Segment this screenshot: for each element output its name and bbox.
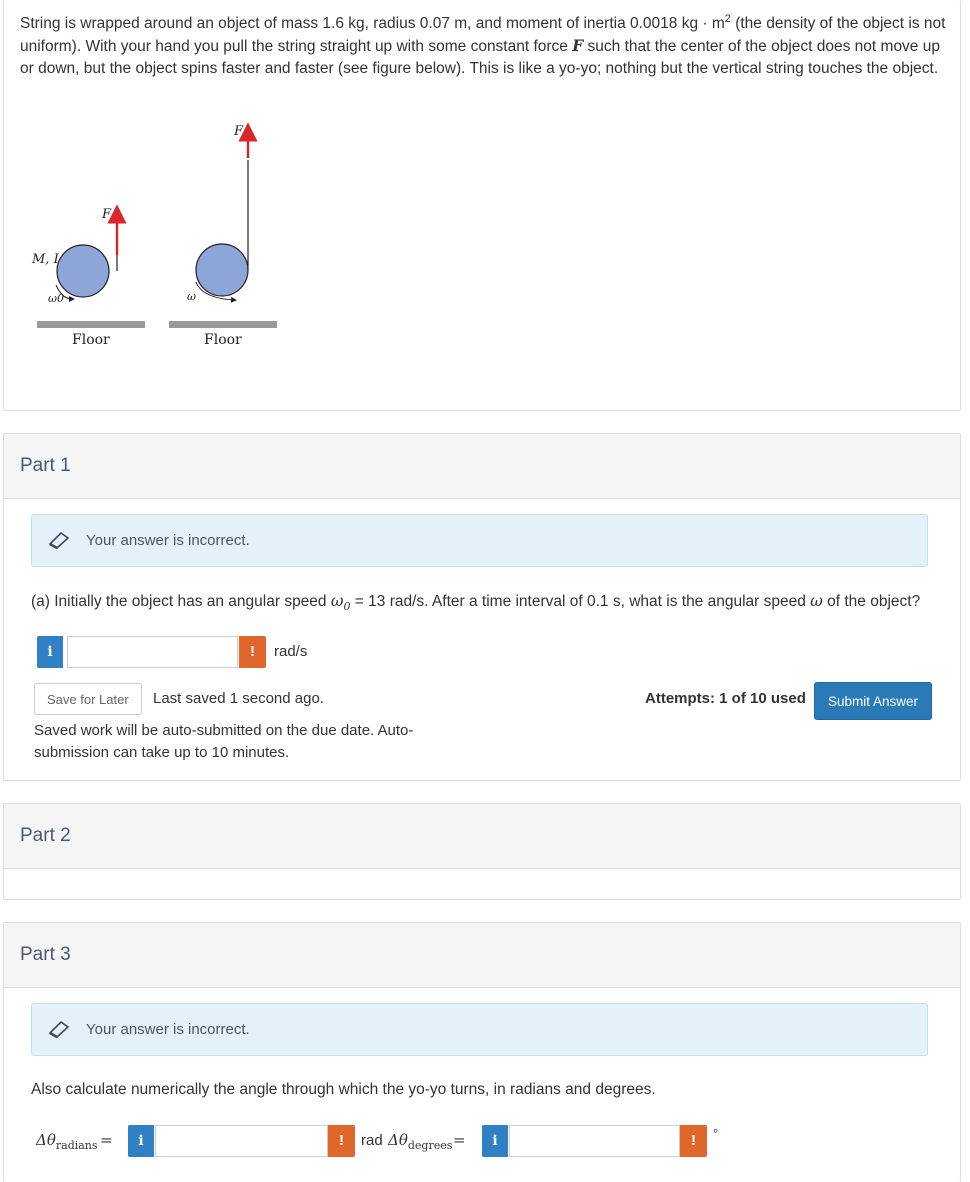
degrees-answer-input[interactable] — [509, 1125, 680, 1157]
right-disk — [196, 244, 248, 296]
saved-status: Last saved 1 second ago. — [153, 690, 324, 707]
delta-theta-degrees-label: $\Delta\theta_{degrees}$ — [388, 1131, 453, 1152]
rad-unit: rad — [361, 1132, 383, 1149]
part2-header[interactable] — [4, 804, 960, 869]
degree-unit: ° — [713, 1126, 719, 1141]
floor-left-label: Floor — [72, 332, 110, 348]
part1-alert — [31, 514, 928, 567]
left-force-label: F — [102, 207, 112, 222]
info-icon[interactable]: i — [128, 1125, 154, 1157]
save-for-later-button[interactable]: Save for Later — [34, 683, 142, 715]
info-icon[interactable]: i — [482, 1125, 508, 1157]
yoyo-figure — [4, 110, 304, 360]
auto-submit-note: Saved work will be auto-submitted on the due date. Auto-submission can take up to 10 minutes. — [34, 722, 414, 761]
part3-alert — [31, 1003, 928, 1056]
equals-sign: = — [100, 1131, 113, 1149]
part1-answer-input[interactable] — [67, 636, 238, 668]
delta-theta-radians-label: $\Delta\theta_{radians}$ — [36, 1131, 98, 1152]
radians-answer-input[interactable] — [155, 1125, 328, 1157]
part2-title: Part 2 — [20, 825, 71, 846]
omega-label: ω — [187, 290, 196, 303]
attempts-counter: Attempts: 1 of 10 used — [645, 690, 806, 707]
part3-title: Part 3 — [20, 944, 71, 965]
omega0-label: ω0 — [48, 292, 64, 305]
mass-label: M, I — [32, 252, 59, 267]
part3-alert-message: Your answer is incorrect. — [86, 1021, 250, 1038]
part1-header[interactable] — [4, 434, 960, 499]
pencil-icon — [48, 1019, 70, 1039]
error-icon[interactable]: ! — [239, 636, 266, 668]
floor-right — [169, 321, 277, 328]
part1-alert-message: Your answer is incorrect. — [86, 532, 250, 549]
part1-question: (a) Initially the object has an angular speed $\omega_0 = 13$ rad/s. After a time interval of 0.1 s, what is the angular speed ω of the object? — [31, 592, 921, 614]
error-icon[interactable]: ! — [680, 1125, 707, 1157]
part1-title: Part 1 — [20, 455, 71, 476]
info-icon[interactable]: i — [37, 636, 63, 668]
right-force-label: F — [234, 124, 244, 139]
error-icon[interactable]: ! — [328, 1125, 355, 1157]
floor-left — [37, 321, 145, 328]
part3-header[interactable] — [4, 923, 960, 988]
problem-statement: String is wrapped around an object of mass 1.6 kg, radius 0.07 m, and moment of inertia 0.0018 kg · $m^2$ (the density of the object is not uniform). With your hand you pull the string straight up with some constant force F such that the center of the object does not move up or down, but the object spins faster and faster (see figure below). This is like a yo-yo; nothing but the vertical string touches the object. — [20, 13, 946, 78]
floor-right-label: Floor — [204, 332, 242, 348]
submit-answer-button[interactable]: Submit Answer — [814, 682, 932, 720]
part1-unit: rad/s — [274, 643, 308, 660]
problem-card — [3, 0, 961, 411]
part2-card — [3, 803, 961, 900]
equals-sign: = — [453, 1131, 466, 1149]
pencil-icon — [48, 530, 70, 550]
left-disk — [57, 245, 109, 297]
part3-question: Also calculate numerically the angle through which the yo-yo turns, in radians and degrees. — [31, 1081, 656, 1098]
